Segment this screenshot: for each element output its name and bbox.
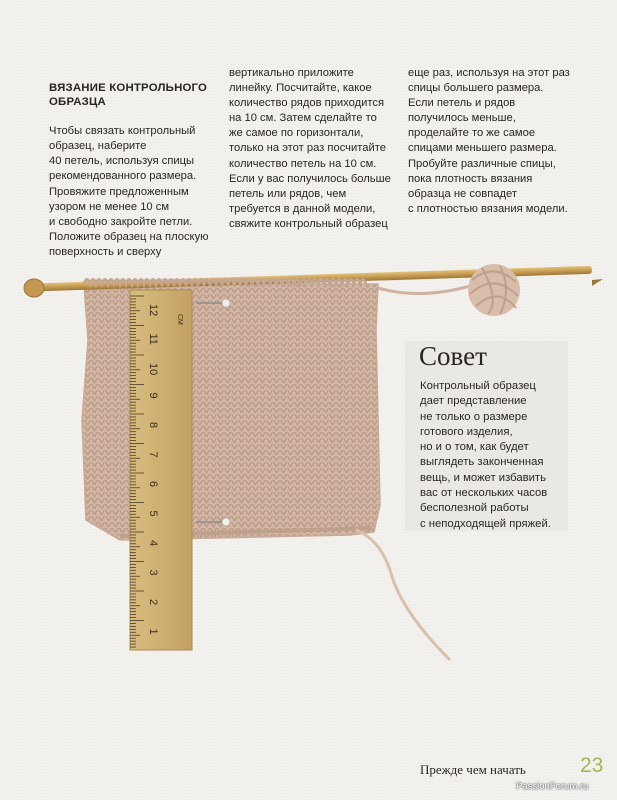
ruler-number: 8 — [147, 422, 159, 429]
ruler-number: 2 — [147, 599, 159, 606]
watermark: PassionForum.ru — [516, 781, 589, 792]
ruler-number: 5 — [147, 510, 159, 517]
ruler-number: 12 — [147, 304, 159, 317]
section-heading: ВЯЗАНИЕ КОНТРОЛЬНОГО ОБРАЗЦА — [49, 82, 208, 109]
ruler — [130, 290, 192, 650]
text-column-3: еще раз, используя на этот раз спицы большего размера. Если петель и рядов получилось меньше, проделайте то же самое спицами меньшего размера. Пробуйте различные спицы, пока плотность вязания образца не совпадет с плотностью вязания модели. — [408, 67, 570, 215]
ruler-number: 4 — [147, 540, 159, 547]
ruler-number: 1 — [147, 628, 159, 635]
column-1-text: Чтобы связать контрольный образец, наберите 40 петель, используя спицы рекомендованного размера. Провяжите предложенным узором не менее 10 см и свободно закройте петли. Положите образец на плоскую поверхность и сверху — [49, 125, 209, 258]
knitted-swatch — [82, 284, 380, 540]
ruler-number: 11 — [147, 333, 159, 345]
text-column-2: вертикально приложите линейку. Посчитайте, какое количество рядов приходится на 10 см. Затем сделайте то же самое по горизонтали, только на этот раз посчитайте количество петель на 10 см. Если у вас получилось больше петель или рядов, чем требуется в данной модели, свяжите контрольный образец — [229, 67, 391, 230]
yarn-tail — [378, 286, 470, 294]
ruler-number: 7 — [147, 451, 159, 458]
page-number: 23 — [580, 754, 604, 777]
cast-on-tail — [356, 530, 450, 660]
ruler-number: 3 — [147, 569, 159, 576]
tip-text: Контрольный образец дает представление не только о размере готового изделия, но и о том, как будет выглядеть законченная вещь, и может избавить вас от нескольких часов бесполезной работы с неподходящей пряжей. — [420, 380, 551, 530]
tip-title: Совет — [419, 341, 487, 371]
ruler-unit: CM — [176, 314, 183, 325]
chapter-title: Прежде чем начать — [420, 762, 526, 777]
ruler-number: 9 — [147, 392, 159, 399]
ruler-number: 10 — [147, 363, 159, 376]
ruler-number: 6 — [147, 481, 159, 488]
yarn-ball — [468, 264, 520, 316]
